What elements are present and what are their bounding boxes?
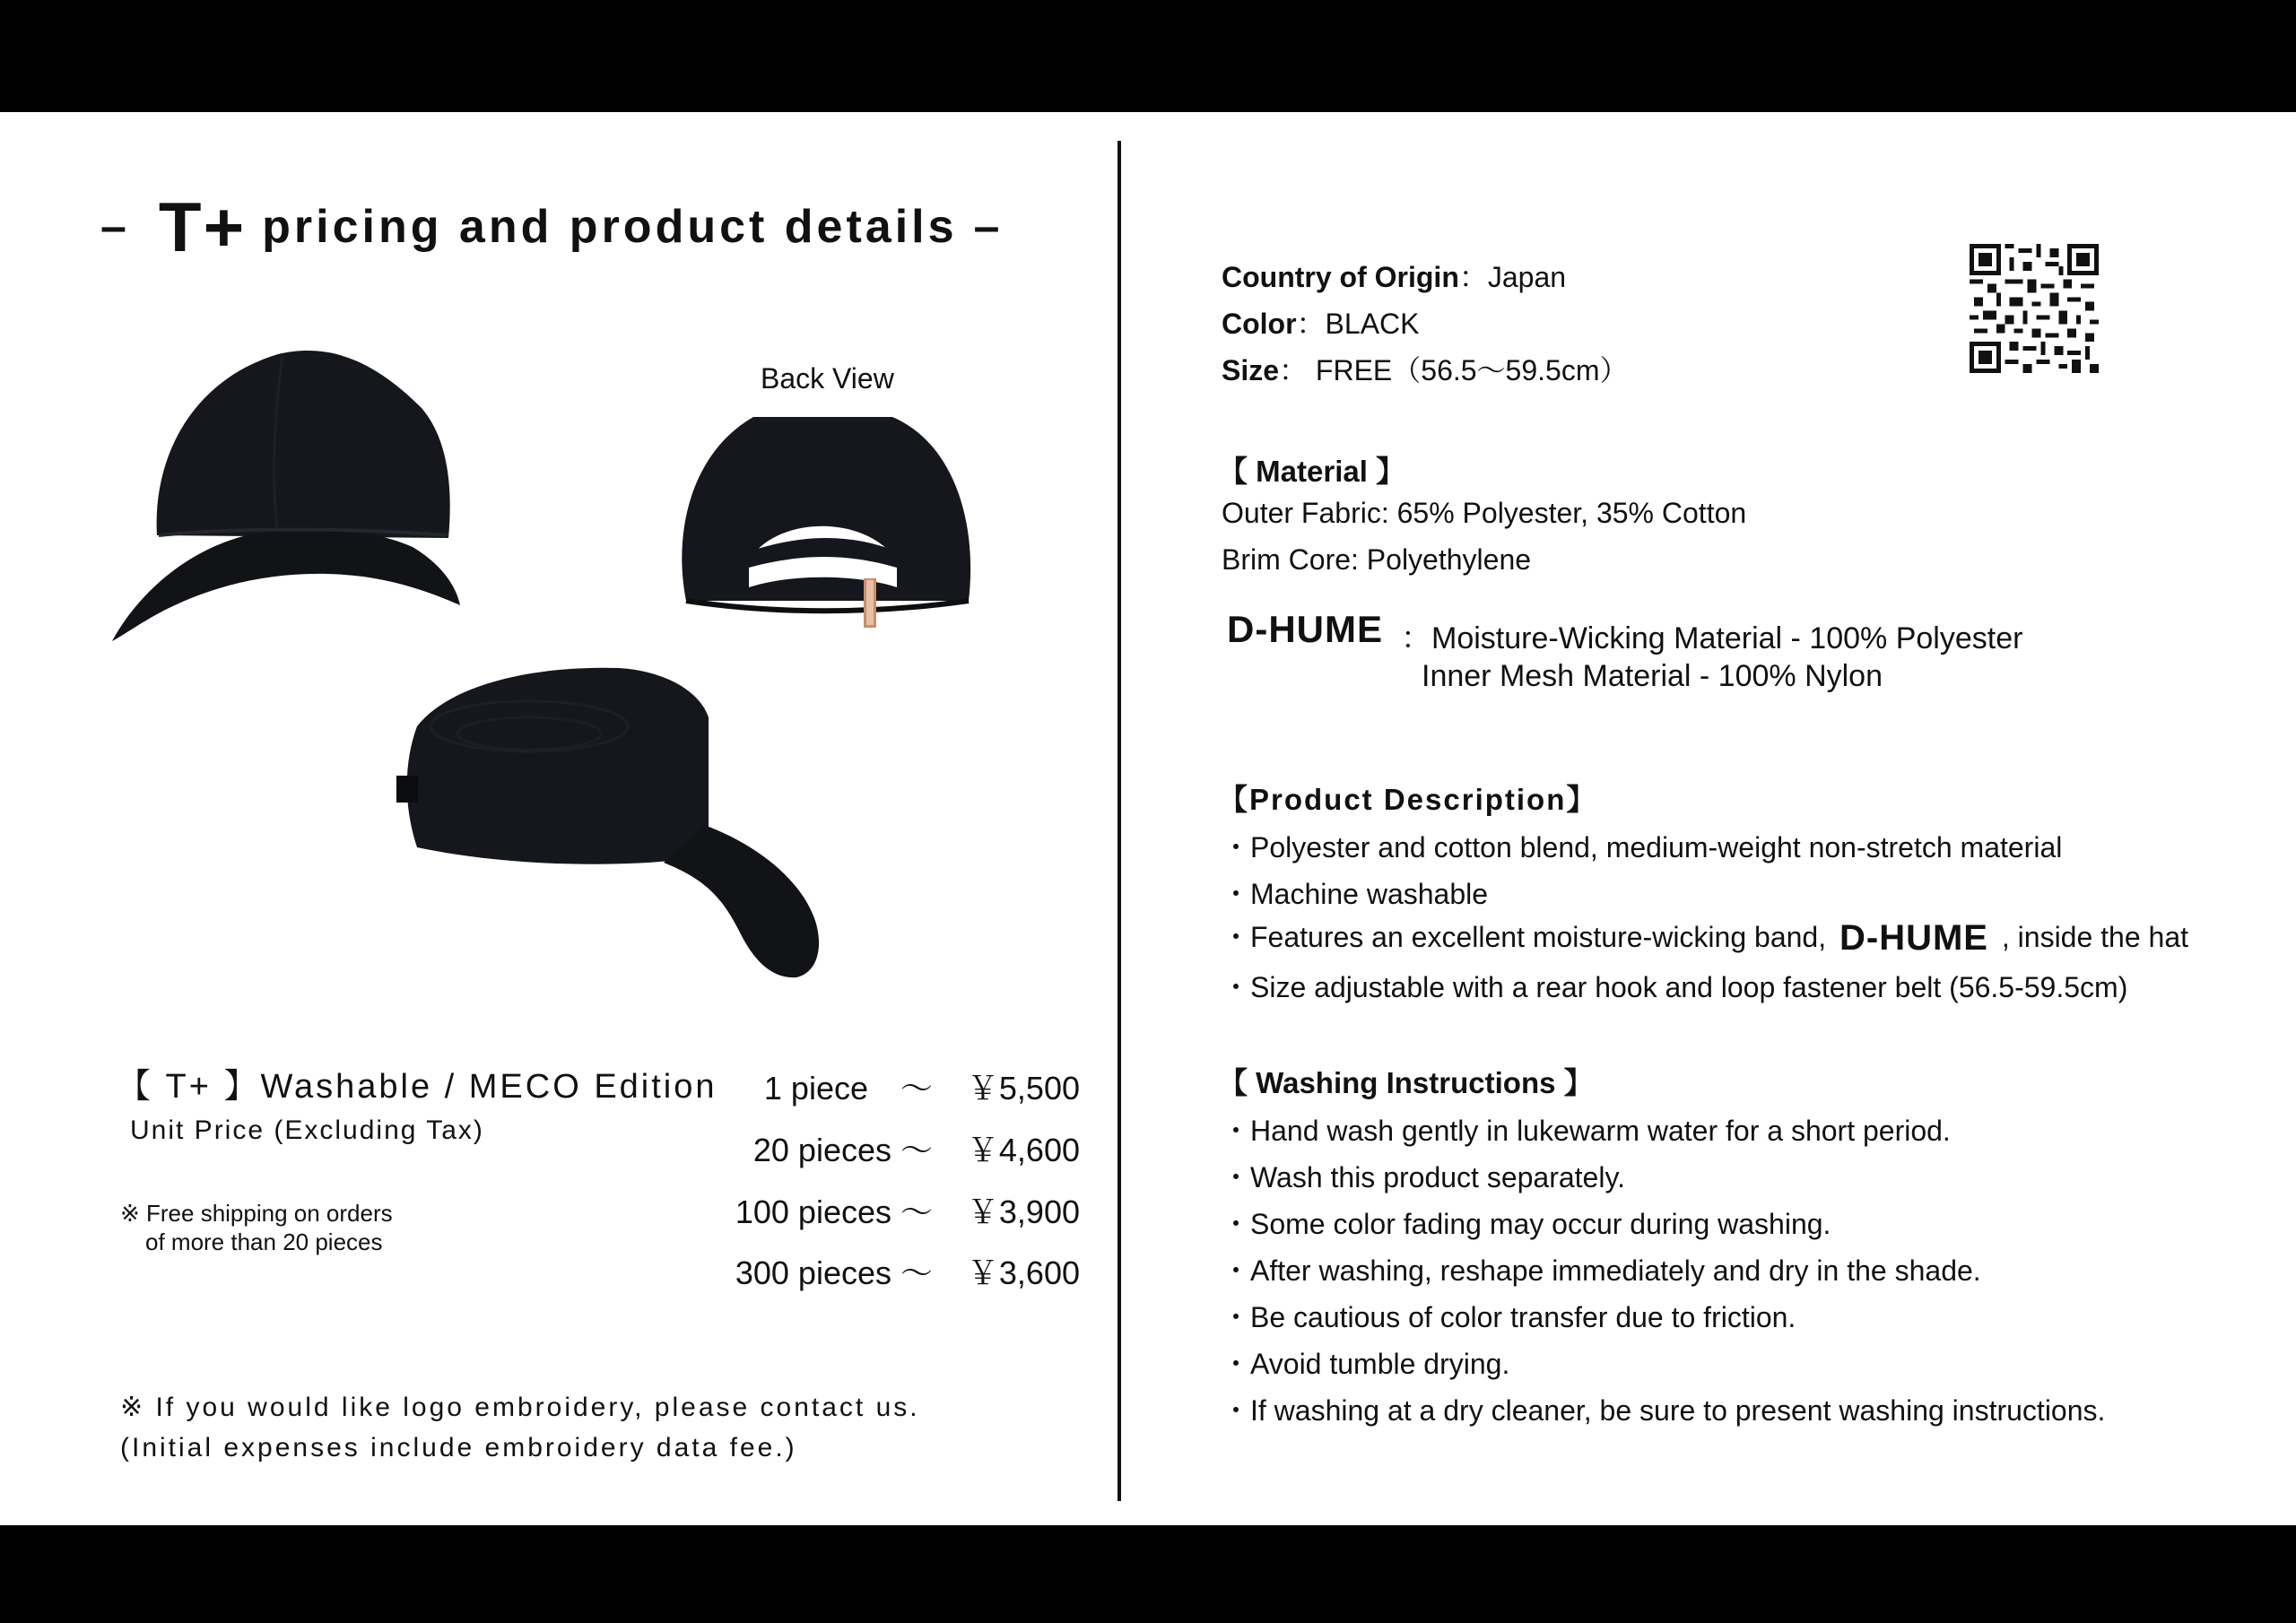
- dhume-desc-line2: Inner Mesh Material - 100% Nylon: [1422, 659, 1883, 693]
- price-qty: 300 pieces ～: [735, 1254, 933, 1291]
- washing-item: ・If washing at a dry cleaner, be sure to present washing instructions.: [1222, 1394, 2106, 1427]
- dhume-logo-text: D-HUME: [1227, 608, 1383, 650]
- embroidery-note: [120, 1387, 920, 1468]
- description-item: ・Machine washable: [1222, 878, 1489, 910]
- shipping-note-line1: ※ Free shipping on orders: [120, 1200, 393, 1227]
- bottom-black-bar: [0, 1525, 2296, 1623]
- washing-item: ・Some color fading may occur during washing.: [1222, 1208, 1831, 1240]
- center-divider: [1118, 141, 1121, 1501]
- title-text: pricing and product details: [262, 201, 958, 253]
- spec-origin-label: Country of Origin: [1222, 261, 1459, 293]
- top-black-bar: [0, 0, 2296, 112]
- material-heading: 【 Material 】: [1218, 455, 1406, 488]
- cap-back-image: [668, 408, 978, 641]
- price-value: ￥3,900: [966, 1193, 1080, 1230]
- price-row: [735, 1063, 1085, 1108]
- dhume-logo: [1227, 608, 1383, 651]
- shipping-note: [120, 1199, 393, 1256]
- price-qty: 20 pieces ～: [752, 1132, 933, 1168]
- material-brim: Brim Core: Polyethylene: [1222, 543, 1532, 576]
- spec-color: [1222, 301, 1420, 343]
- washing-item: ・Be cautious of color transfer due to friction.: [1222, 1301, 1796, 1333]
- price-row: [735, 1125, 1085, 1170]
- product-name: 【 T+ 】Washable / MECO Edition: [117, 1068, 718, 1106]
- washing-item: ・Wash this product separately.: [1222, 1161, 1625, 1193]
- spec-origin-value: ：Japan: [1458, 261, 1567, 293]
- price-row: [735, 1187, 1085, 1232]
- shipping-note-line2: of more than 20 pieces: [145, 1228, 383, 1255]
- description-item: ・Size adjustable with a rear hook and loop fastener belt (56.5-59.5cm): [1222, 971, 2128, 1003]
- title-dash-left: –: [100, 201, 126, 253]
- spec-size-value: ： FREE（56.5～59.5cm）: [1279, 354, 1629, 386]
- description-item: ・Polyester and cotton blend, medium-weight non-stretch material: [1222, 831, 2063, 864]
- dhume-desc-line1: ：Moisture-Wicking Material - 100% Polyester: [1401, 621, 2023, 655]
- material-outer: Outer Fabric: 65% Polyester, 35% Cotton: [1222, 497, 1747, 529]
- cap-side-image: [395, 664, 821, 982]
- back-view-label: Back View: [761, 362, 894, 395]
- title-brand: T+: [158, 187, 247, 266]
- cap-front-image: [103, 345, 471, 655]
- spec-origin: [1222, 255, 1566, 296]
- embroidery-note-line1: ※ If you would like logo embroidery, please contact us.: [120, 1393, 920, 1422]
- feature-prefix: ・Features an excellent moisture-wicking band,: [1222, 921, 1827, 953]
- washing-item: ・After washing, reshape immediately and dry in the shade.: [1222, 1254, 1981, 1287]
- price-value: ￥4,600: [966, 1132, 1080, 1168]
- washing-item: ・Avoid tumble drying.: [1222, 1348, 1510, 1380]
- price-value: ￥5,500: [966, 1070, 1080, 1107]
- qr-code[interactable]: [1970, 244, 2099, 373]
- feature-suffix: , inside the hat: [2001, 921, 2189, 953]
- unit-price-label: Unit Price (Excluding Tax): [130, 1115, 484, 1145]
- description-item-feature: [1222, 915, 2188, 959]
- spec-size: [1222, 348, 1629, 389]
- dhume-inline-logo: D-HUME: [1839, 918, 1988, 958]
- price-qty: 100 pieces ～: [735, 1193, 933, 1230]
- spec-color-label: Color: [1222, 308, 1297, 340]
- page-title: [100, 187, 999, 267]
- washing-item: ・Hand wash gently in lukewarm water for a short period.: [1222, 1115, 1951, 1147]
- embroidery-note-line2: (Initial expenses include embroidery data fee.): [120, 1433, 797, 1462]
- washing-heading: 【 Washing Instructions 】: [1218, 1066, 1594, 1099]
- title-dash-right: –: [973, 201, 1000, 253]
- price-value: ￥3,600: [966, 1254, 1080, 1291]
- spec-color-value: ：BLACK: [1296, 308, 1420, 340]
- price-row: [735, 1248, 1085, 1293]
- spec-size-label: Size: [1222, 354, 1280, 386]
- price-qty: 1 piece ～: [763, 1070, 933, 1107]
- description-heading: 【Product Description】: [1218, 783, 1598, 816]
